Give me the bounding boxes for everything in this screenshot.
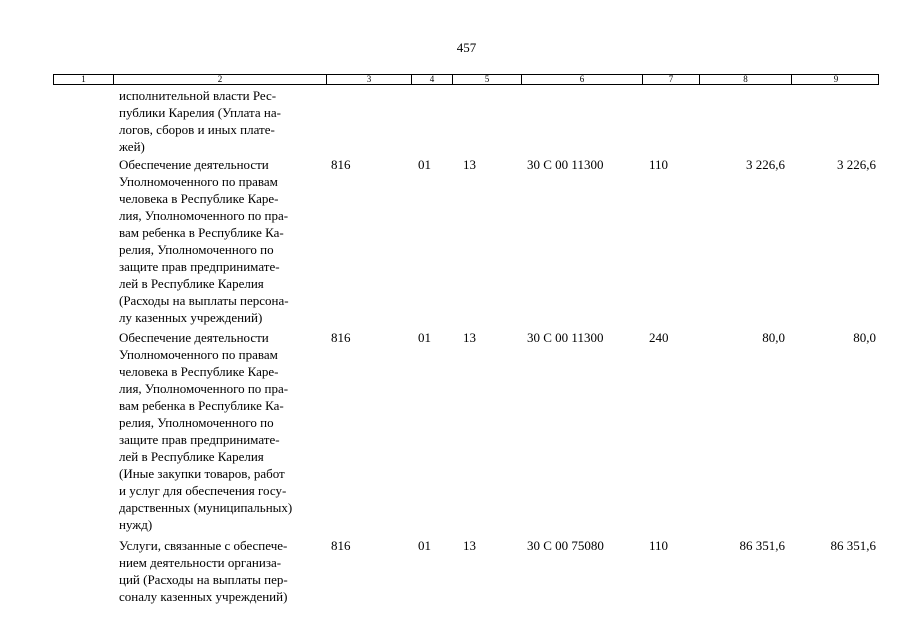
row-col-4: 01 — [418, 538, 431, 553]
row-col-5: 13 — [463, 157, 476, 172]
row-col-9: 86 351,6 — [830, 538, 876, 553]
row-col-9: 80,0 — [853, 330, 876, 345]
header-col-4: 4 — [411, 75, 452, 84]
row-description: Услуги, связанные с обеспече- нием деятельности организа- ций (Расходы на выплаты пер- соналу казенных учреждений) — [119, 538, 288, 604]
row-col-6: 30 С 00 75080 — [527, 538, 604, 553]
row-col-8: 80,0 — [762, 330, 785, 345]
header-col-9: 9 — [791, 75, 880, 84]
row-col-4: 01 — [418, 330, 431, 345]
row-col-7: 110 — [649, 157, 669, 172]
row-col-6: 30 С 00 11300 — [527, 330, 604, 345]
row-col-3: 816 — [331, 330, 351, 345]
header-col-3: 3 — [326, 75, 411, 84]
header-col-5: 5 — [452, 75, 521, 84]
header-col-8: 8 — [699, 75, 791, 84]
row-col-7: 240 — [649, 330, 669, 345]
page-number: 457 — [456, 40, 477, 55]
header-col-2: 2 — [113, 75, 326, 84]
row-description: Обеспечение деятельности Уполномоченного по правам человека в Республике Каре- лия, Уполномоченного по пра- вам ребенка в Республике Ка- релия, Уполномоченного по защите прав предпринимате- лей в Республике Карелия (Иные закупки товаров, работ и услуг для обеспечения госу- дарственных (муниципальных) нужд) — [119, 330, 293, 532]
row-col-3: 816 — [331, 157, 351, 172]
row-col-5: 13 — [463, 330, 476, 345]
row-col-9: 3 226,6 — [837, 157, 876, 172]
row-col-5: 13 — [463, 538, 476, 553]
row-col-8: 86 351,6 — [739, 538, 785, 553]
table-header — [53, 74, 879, 85]
row-col-4: 01 — [418, 157, 431, 172]
header-col-6: 6 — [521, 75, 642, 84]
header-col-7: 7 — [642, 75, 699, 84]
header-col-1: 1 — [81, 74, 86, 84]
row-col-3: 816 — [331, 538, 351, 553]
row-col-8: 3 226,6 — [746, 157, 785, 172]
row-description: Обеспечение деятельности Уполномоченного по правам человека в Республике Каре- лия, Уполномоченного по пра- вам ребенка в Республике Ка- релия, Уполномоченного по защите прав предпринимате- лей в Республике Карелия (Расходы на выплаты персона- лу казенных учреждений) — [119, 157, 289, 325]
row-col-6: 30 С 00 11300 — [527, 157, 604, 172]
continuation-description: исполнительной власти Рес- публики Карелия (Уплата на- логов, сборов и иных плате- жей) — [119, 88, 281, 154]
row-col-7: 110 — [649, 538, 669, 553]
